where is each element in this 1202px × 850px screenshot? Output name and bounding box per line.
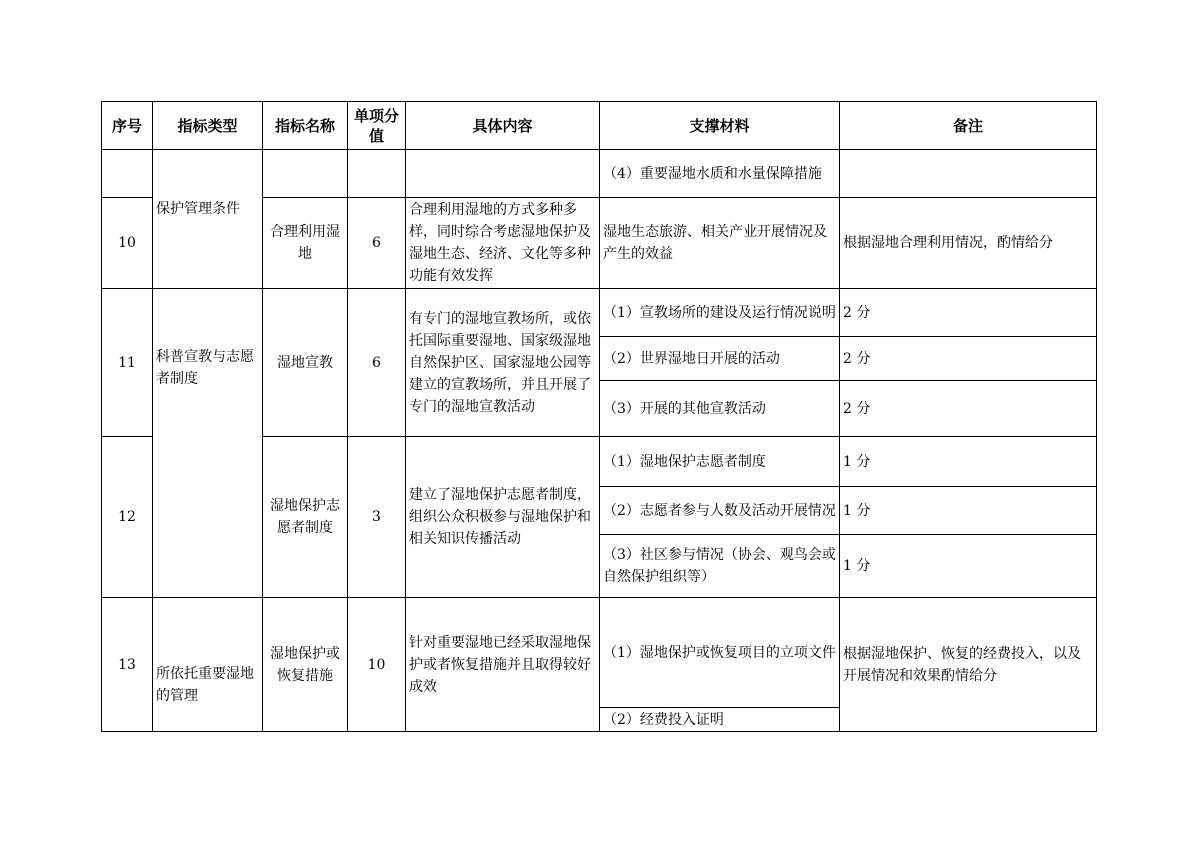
row11-note-3: 2 分 bbox=[840, 381, 1097, 437]
row10-material: 湿地生态旅游、相关产业开展情况及产生的效益 bbox=[600, 198, 840, 289]
group-protection-label: 保护管理条件 bbox=[156, 201, 240, 217]
table-row-13a bbox=[102, 598, 1097, 708]
indicator-table bbox=[101, 101, 1097, 732]
row11-note-2: 2 分 bbox=[840, 337, 1097, 381]
row11-note-1: 2 分 bbox=[840, 289, 1097, 337]
row13-material-2: （2）经费投入证明 bbox=[600, 708, 840, 732]
cell-empty bbox=[406, 150, 600, 198]
row12-note-2: 1 分 bbox=[840, 487, 1097, 535]
row11-seq: 11 bbox=[102, 289, 153, 437]
row11-material-3: （3）开展的其他宣教活动 bbox=[600, 381, 840, 437]
row13-content: 针对重要湿地已经采取湿地保护或者恢复措施并且取得较好成效 bbox=[406, 598, 600, 732]
header-type: 指标类型 bbox=[153, 102, 263, 150]
row13-material-1: （1）湿地保护或恢复项目的立项文件 bbox=[600, 598, 840, 708]
row10-content: 合理利用湿地的方式多种多样，同时综合考虑湿地保护及湿地生态、经济、文化等多种功能有效发挥 bbox=[406, 198, 600, 289]
group-reliance: 所依托重要湿地的管理 bbox=[153, 598, 263, 732]
row12-note-3: 1 分 bbox=[840, 535, 1097, 598]
row12-content: 建立了湿地保护志愿者制度，组织公众积极参与湿地保护和相关知识传播活动 bbox=[406, 437, 600, 598]
row12-seq: 12 bbox=[102, 437, 153, 598]
table-row-11a bbox=[102, 289, 1097, 337]
group-protection bbox=[153, 150, 263, 289]
row13-score: 10 bbox=[348, 598, 406, 732]
row11-content: 有专门的湿地宣教场所，或依托国际重要湿地、国家级湿地自然保护区、国家湿地公园等建立的宣教场所，并且开展了专门的湿地宣教活动 bbox=[406, 289, 600, 437]
row10-note: 根据湿地合理利用情况，酌情给分 bbox=[840, 198, 1097, 289]
cell-empty bbox=[102, 150, 153, 198]
cell-empty bbox=[840, 150, 1097, 198]
continuation-material: （4）重要湿地水质和水量保障措施 bbox=[600, 150, 840, 198]
row10-seq: 10 bbox=[102, 198, 153, 289]
header-name: 指标名称 bbox=[263, 102, 348, 150]
row12-score: 3 bbox=[348, 437, 406, 598]
row13-note: 根据湿地保护、恢复的经费投入，以及开展情况和效果酌情给分 bbox=[840, 598, 1097, 732]
header-material: 支撑材料 bbox=[600, 102, 840, 150]
row10-score: 6 bbox=[348, 198, 406, 289]
row11-material-2: （2）世界湿地日开展的活动 bbox=[600, 337, 840, 381]
group-education: 科普宣教与志愿者制度 bbox=[153, 289, 263, 598]
header-content: 具体内容 bbox=[406, 102, 600, 150]
cell-empty bbox=[348, 150, 406, 198]
table-row-continuation bbox=[102, 150, 1097, 198]
row12-material-1: （1）湿地保护志愿者制度 bbox=[600, 437, 840, 487]
row10-name: 合理利用湿地 bbox=[263, 198, 348, 289]
header-seq: 序号 bbox=[102, 102, 153, 150]
cell-empty bbox=[263, 150, 348, 198]
row13-name: 湿地保护或恢复措施 bbox=[263, 598, 348, 732]
header-row bbox=[102, 102, 1097, 150]
row11-name: 湿地宣教 bbox=[263, 289, 348, 437]
row12-note-1: 1 分 bbox=[840, 437, 1097, 487]
row11-material-1: （1）宣教场所的建设及运行情况说明 bbox=[600, 289, 840, 337]
row11-score: 6 bbox=[348, 289, 406, 437]
header-score bbox=[348, 102, 406, 150]
row12-name: 湿地保护志愿者制度 bbox=[263, 437, 348, 598]
row12-material-2: （2）志愿者参与人数及活动开展情况 bbox=[600, 487, 840, 535]
row13-seq: 13 bbox=[102, 598, 153, 732]
header-score-text: 单项分值 bbox=[354, 106, 400, 145]
header-note: 备注 bbox=[840, 102, 1097, 150]
row12-material-3: （3）社区参与情况（协会、观鸟会或自然保护组织等） bbox=[600, 535, 840, 598]
